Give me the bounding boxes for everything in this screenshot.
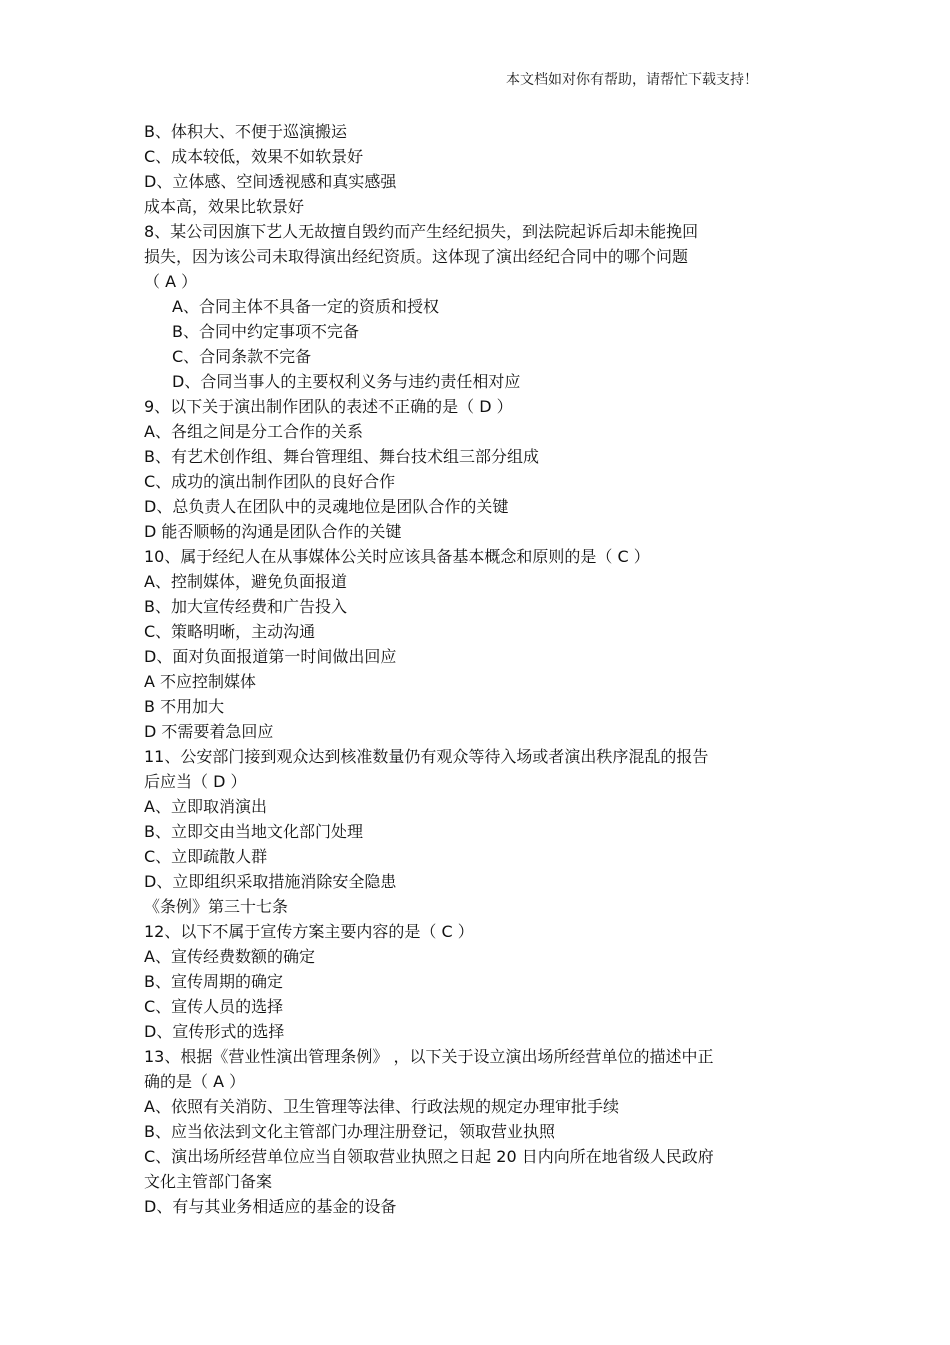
text-line: B、应当依法到文化主管部门办理注册登记，领取营业执照	[144, 1122, 555, 1141]
text-line: A 不应控制媒体	[144, 672, 257, 691]
text-line: C、策略明晰，主动沟通	[144, 622, 316, 641]
text-line: C、立即疏散人群	[144, 847, 268, 866]
text-line: 13、根据《营业性演出管理条例》 ，以下关于设立演出场所经营单位的描述中正	[144, 1047, 714, 1066]
text-line: D 不需要着急回应	[144, 722, 274, 741]
text-line: B、立即交由当地文化部门处理	[144, 822, 363, 841]
text-line: 8、某公司因旗下艺人无故擅自毁约而产生经纪损失，到法院起诉后却未能挽回	[144, 222, 699, 241]
text-line: B、宣传周期的确定	[144, 972, 283, 991]
text-line: A、宣传经费数额的确定	[144, 947, 315, 966]
text-line: D、面对负面报道第一时间做出回应	[144, 647, 397, 666]
text-line: D 能否顺畅的沟通是团队合作的关键	[144, 522, 402, 541]
text-line: C、演出场所经营单位应当自领取营业执照之日起 20 日内向所在地省级人民政府	[144, 1147, 714, 1166]
page-header-note: 本文档如对你有帮助，请帮忙下载支持！	[506, 72, 758, 88]
text-line: 12、以下不属于宣传方案主要内容的是（ C ）	[144, 922, 474, 941]
text-line: D、合同当事人的主要权利义务与违约责任相对应	[172, 372, 521, 391]
text-line: A、控制媒体，避免负面报道	[144, 572, 347, 591]
text-line: B、加大宣传经费和广告投入	[144, 597, 347, 616]
text-line: B 不用加大	[144, 697, 225, 716]
text-line: A、依照有关消防、卫生管理等法律、行政法规的规定办理审批手续	[144, 1097, 619, 1116]
text-line: C、合同条款不完备	[172, 347, 312, 366]
text-line: 《条例》第三十七条	[144, 897, 289, 916]
text-line: D、总负责人在团队中的灵魂地位是团队合作的关键	[144, 497, 509, 516]
text-line: B、体积大、不便于巡演搬运	[144, 122, 347, 141]
text-line: 11、公安部门接到观众达到核准数量仍有观众等待入场或者演出秩序混乱的报告	[144, 747, 709, 766]
document-body	[144, 119, 804, 1219]
text-line: D、有与其业务相适应的基金的设备	[144, 1197, 397, 1216]
text-line: D、宣传形式的选择	[144, 1022, 285, 1041]
text-line: 10、属于经纪人在从事媒体公关时应该具备基本概念和原则的是（ C ）	[144, 547, 650, 566]
text-line: C、成本较低，效果不如软景好	[144, 147, 364, 166]
text-line: 成本高，效果比软景好	[144, 197, 305, 216]
text-line: B、合同中约定事项不完备	[172, 322, 359, 341]
text-line: （ A ）	[144, 272, 198, 291]
text-line: C、宣传人员的选择	[144, 997, 284, 1016]
text-line: A、合同主体不具备一定的资质和授权	[172, 297, 439, 316]
text-line: 文化主管部门备案	[144, 1172, 273, 1191]
text-line: 9、以下关于演出制作团队的表述不正确的是（ D ）	[144, 397, 513, 416]
text-line: 损失，因为该公司未取得演出经纪资质。这体现了演出经纪合同中的哪个问题	[144, 247, 689, 266]
text-line: 后应当（ D ）	[144, 772, 247, 791]
text-line: D、立即组织采取措施消除安全隐患	[144, 872, 397, 891]
text-line: 确的是（ A ）	[144, 1072, 246, 1091]
text-line: B、有艺术创作组、舞台管理组、舞台技术组三部分组成	[144, 447, 539, 466]
text-line: A、各组之间是分工合作的关系	[144, 422, 363, 441]
text-line: A、立即取消演出	[144, 797, 267, 816]
text-line: D、立体感、空间透视感和真实感强	[144, 172, 397, 191]
text-line: C、成功的演出制作团队的良好合作	[144, 472, 396, 491]
